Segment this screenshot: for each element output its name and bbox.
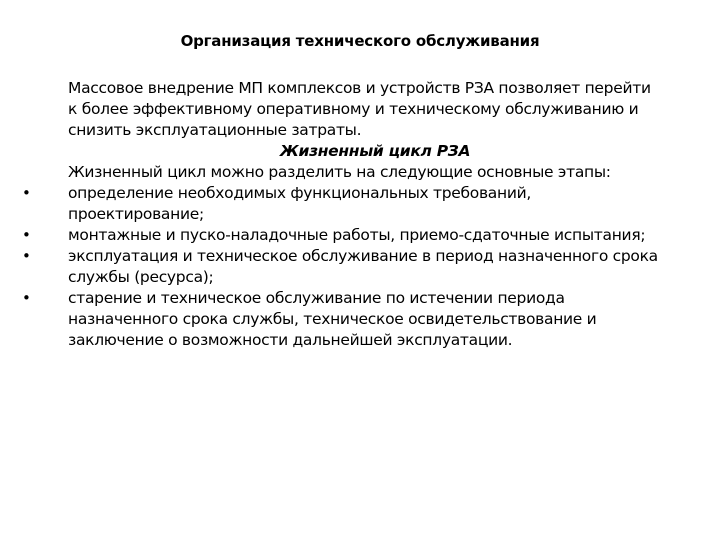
list-item xyxy=(22,183,660,225)
bullet-icon: • xyxy=(22,226,31,244)
slide-title: Организация технического обслуживания xyxy=(180,32,540,50)
bullet-icon: • xyxy=(22,184,31,202)
list-item xyxy=(22,225,660,246)
slide-body xyxy=(22,78,660,351)
list-item xyxy=(22,288,660,351)
section-subtitle: Жизненный цикл РЗА xyxy=(279,142,471,160)
bullet-icon: • xyxy=(22,289,31,307)
stages-list xyxy=(22,183,660,351)
bullet-icon: • xyxy=(22,247,31,265)
list-item-text: старение и техническое обслуживание по истечении периода назначенного срока службы, техническое освидетельствование и заключение о возможности дальнейшей эксплуатации. xyxy=(68,289,597,349)
list-item-text: монтажные и пуско-наладочные работы, приемо-сдаточные испытания; xyxy=(68,226,646,244)
lead-paragraph: Жизненный цикл можно разделить на следующие основные этапы: xyxy=(68,163,611,181)
intro-paragraph: Массовое внедрение МП комплексов и устройств РЗА позволяет перейти к более эффективному оперативному и техническому обслуживанию и снизить эксплуатационные затраты. xyxy=(68,79,651,139)
list-item-text: эксплуатация и техническое обслуживание в период назначенного срока службы (ресурса); xyxy=(68,247,658,286)
list-item-text: определение необходимых функциональных требований, проектирование; xyxy=(68,184,532,223)
list-item xyxy=(22,246,660,288)
